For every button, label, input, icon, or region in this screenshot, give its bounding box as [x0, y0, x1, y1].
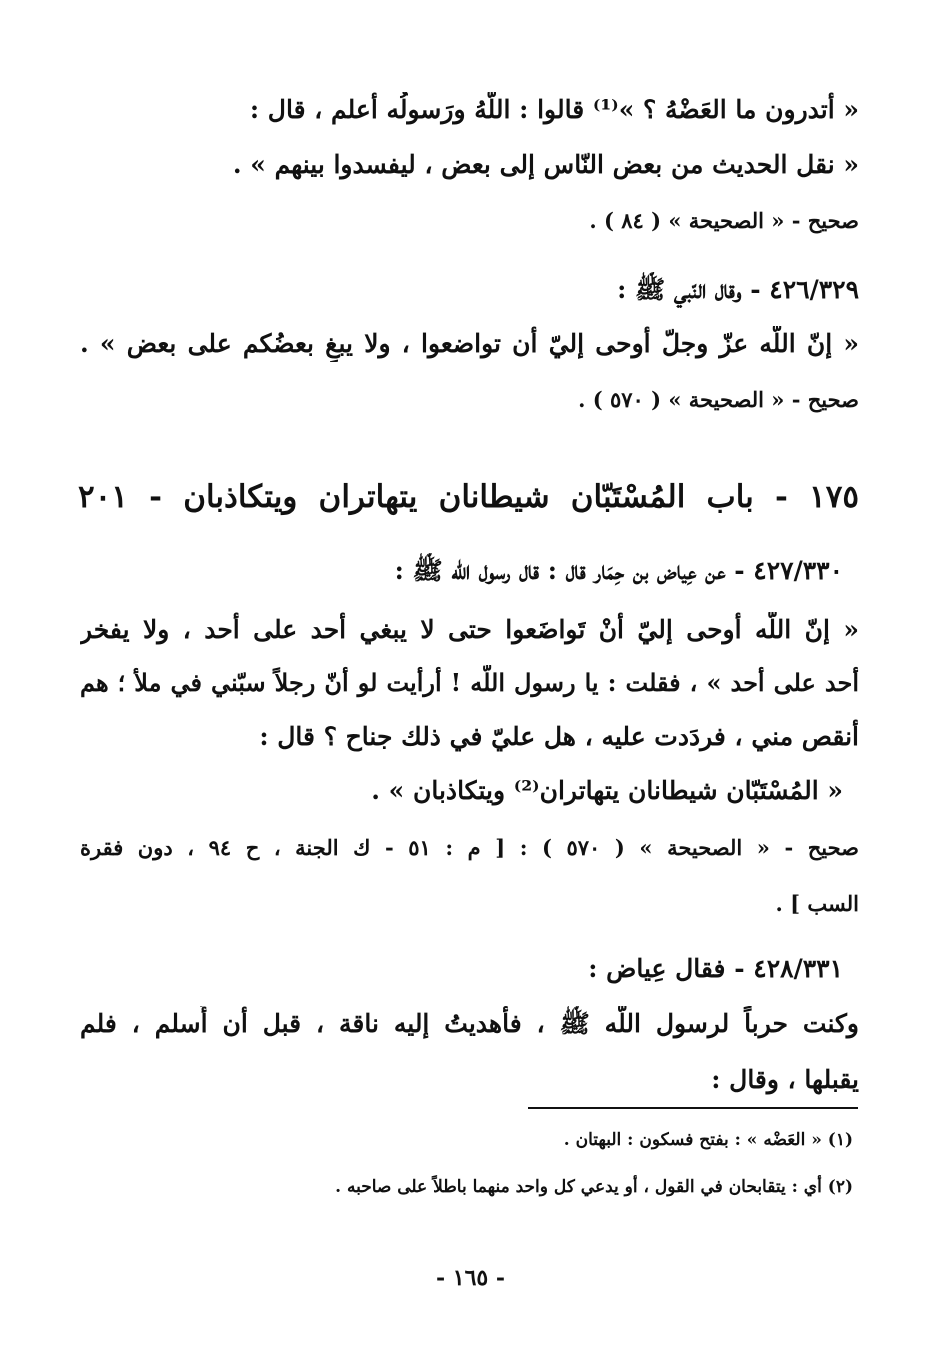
source-line-3-cont: السب ] . [775, 891, 859, 916]
text-line-6: أنقص مني ، فردَدت عليه ، هل عليّ في ذلك جناح ؟ قال : [259, 722, 859, 751]
footnote-1: (١) « العَضْه » : بفتح فسكون : البهتان . [563, 1130, 853, 1150]
text-line-3: « إنّ اللّه عزّ وجلّ أوحى إليّ أن تواضعوا ، ولا يبغِ بعضُكم على بعض » . [80, 329, 859, 358]
text-line-7: « المُسْتَبّان شيطانان يتهاتران⁽²⁾ ويتكاذبان » . [371, 776, 843, 805]
page-number: - ١٦٥ - [435, 1265, 506, 1291]
source-line-3: صحيح - « الصحيحة » ( ٥٧٠ ) : [ م : ٥١ - ك الجنة ، ح ٩٤ ، دون فقرة [80, 835, 859, 860]
footnote-separator [528, 1107, 858, 1109]
source-line-2: صحيح - « الصحيحة » ( ٥٧٠ ) . [578, 387, 859, 412]
text-line-9: يقبلها ، وقال : [711, 1065, 859, 1094]
hadith-header-329: ٤٢٦/٣٢٩ - وقال النّبي ﷺ : [617, 275, 859, 304]
hadith-header-331: ٤٢٨/٣٣١ - فقال عِياض : [588, 954, 843, 983]
hadith-header-330: ٤٢٧/٣٣٠ - عن عِياض بن حِمَار قال : قال رسول اللّه ﷺ : [394, 556, 843, 585]
text-line-8: وكنت حرباً لرسول اللّه ﷺ ، فأهديتُ إليه ناقة ، قبل أن أُسلم ، فلم [80, 1009, 859, 1038]
text-line-2: « نقل الحديث من بعض النّاس إلى بعض ، ليفسدوا بينهم » . [232, 150, 859, 179]
footnote-2: (٢) أي : يتقابحان في القول ، أو يدعي كل واحد منهما باطلاً على صاحبه . [335, 1177, 853, 1197]
text-line-5: أحد على أحد » ، فقلت : يا رسول اللّه ! أرأيت لو أنّ رجلاً سبّني في ملأ ؛ هم [80, 668, 859, 697]
chapter-heading: ١٧٥ - باب المُسْتَبّان شيطانان يتهاتران ويتكاذبان - ٢٠١ [78, 479, 859, 515]
source-line-1: صحيح - « الصحيحة » ( ٨٤ ) . [589, 208, 859, 233]
text-line-1: « أتدرون ما العَضْهُ ؟ »⁽¹⁾ قالوا : اللّهُ ورَسولُه أعلم ، قال : [249, 95, 859, 124]
text-line-4: « إنّ اللّه أوحى إليّ أنْ تَواضَعوا حتى لا يبغي أحد على أحد ، ولا يفخر [80, 615, 859, 644]
